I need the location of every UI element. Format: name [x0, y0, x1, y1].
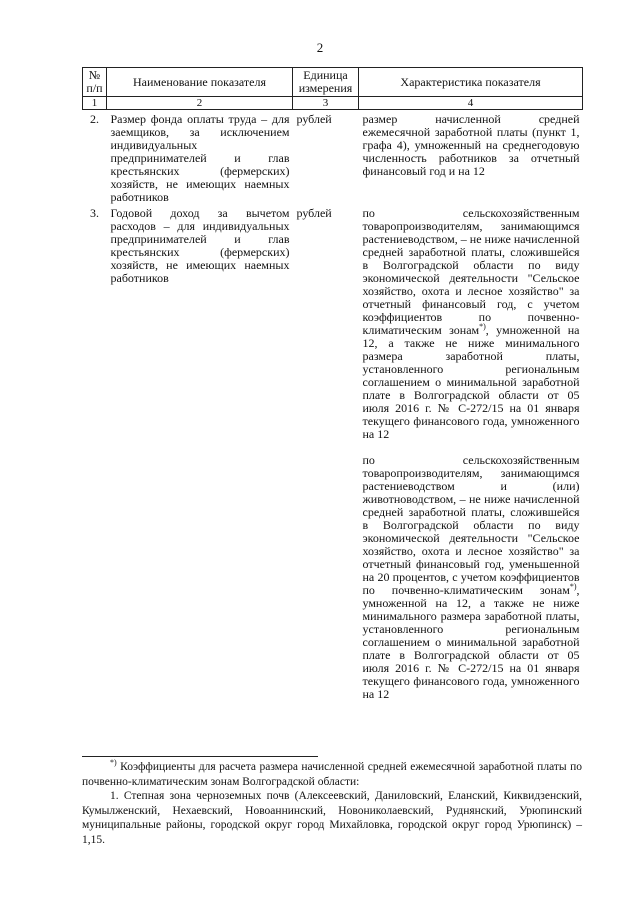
- row-number: 3.: [90, 206, 99, 220]
- indicators-table: [82, 67, 583, 714]
- footnote-item: 1. Степная зона черноземных почв (Алексеевский, Даниловский, Еланский, Киквидзенский, Кумылженский, Нехаевский, Новоаннинский, Новониколаевский, Руднянский, Урюпинский муниципальные районы, городской округ город Михайловка, городской округ город Урюпинск) – 1,15.: [82, 790, 582, 846]
- table-row: [83, 110, 583, 205]
- footnote-title: *) Коэффициенты для расчета размера начисленной средней ежемесячной заработной платы по почвенно-климатическим зонам Волгоградской области:: [82, 758, 582, 788]
- characteristic: [359, 110, 583, 205]
- column-number: 4: [359, 97, 583, 110]
- characteristic-paragraph: по сельскохозяйственным товаропроизводителям, занимающимся растениеводством и (или) животноводством, – не ниже начисленной средней заработной платы, сложившейся в Волгоградской области по виду экономической деятельности "Сельское хозяйство, охота и лесное хозяйство" за отчетный финансовый год, уменьшенной на 20 процентов, с учетом коэффициентов по почвенно-климатическим зонам*), умноженной на 12, а также не ниже минимального размера заработной платы, установленного региональным соглашением о минимальной заработной плате в Волгоградской области от 05 июля 2016 г. № С-272/15 на 01 января текущего финансового года, умноженного на 12: [362, 453, 580, 701]
- column-number: 1: [83, 97, 107, 110]
- column-number: 3: [293, 97, 359, 110]
- header-characteristic: Характеристика показателя: [359, 68, 583, 97]
- table-row: [83, 204, 583, 714]
- row-number: 2.: [90, 112, 99, 126]
- column-numbers-row: [83, 97, 583, 110]
- footnote-marker: *): [479, 322, 486, 331]
- header-number: № п/п: [83, 68, 107, 97]
- footnote-marker: *): [110, 758, 117, 768]
- header-unit: Единица измерения: [293, 68, 359, 97]
- characteristic-paragraph: размер начисленной средней ежемесячной заработной платы (пункт 1, графа 4), умноженный на среднегодовую численность работников за отчетный финансовый год и на 12: [362, 112, 580, 178]
- footnote-separator: [82, 756, 318, 757]
- column-number: 2: [107, 97, 293, 110]
- characteristic-paragraph: по сельскохозяйственным товаропроизводителям, занимающимся растениеводством, – не ниже начисленной средней заработной платы, сложившейся в Волгоградской области по виду экономической деятельности "Сельское хозяйство, охота и лесное хозяйство" за отчетный финансовый год, с учетом коэффициентов по почвенно-климатическим зонам*), умноженной на 12, а также не ниже минимального размера заработной платы, установленного региональным соглашением о минимальной заработной плате в Волгоградской области от 05 июля 2016 г. № С-272/15 на 01 января текущего финансового года, умноженного на 12: [362, 206, 580, 441]
- indicator-name: Размер фонда оплаты труда – для заемщиков, за исключением индивидуальных предпринимателей и глав крестьянских (фермерских) хозяйств, не имеющих наемных работников: [110, 112, 290, 204]
- table-header-row: [83, 68, 583, 97]
- footnote-marker: *): [569, 582, 577, 591]
- page-number: 2: [316, 40, 324, 55]
- unit: рублей: [296, 206, 332, 220]
- indicator-name: Годовой доход за вычетом расходов – для индивидуальных предпринимателей и глав крестьянских (фермерских) хозяйств, не имеющих наемных работников: [110, 206, 290, 285]
- footnote: [82, 760, 582, 847]
- unit: рублей: [296, 112, 332, 126]
- header-indicator-name: Наименование показателя: [107, 68, 293, 97]
- characteristic: [359, 204, 583, 714]
